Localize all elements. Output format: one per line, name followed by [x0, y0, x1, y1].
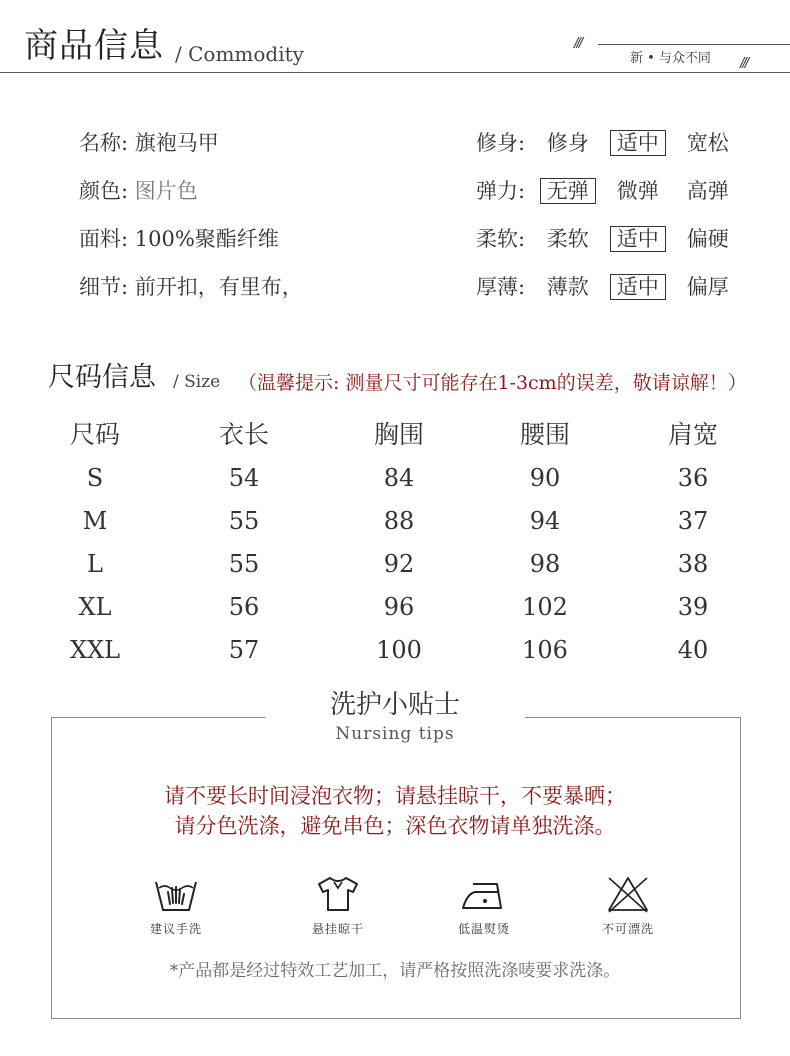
attr-name-label: 名称:: [79, 131, 129, 155]
table-cell: 90: [529, 464, 561, 492]
rating-elasticity-label: 弹力:: [476, 179, 526, 203]
attr-detail: [79, 273, 303, 301]
table-cell: 38: [677, 550, 709, 578]
care-footer-note: *产品都是经过特效工艺加工，请严格按照洗涤唛要求洗涤。: [169, 961, 621, 981]
table-cell: 57: [228, 636, 260, 664]
low-iron-icon: [459, 874, 509, 914]
table-cell: 54: [228, 464, 260, 492]
attr-name: [79, 129, 219, 157]
table-cell: L: [87, 550, 103, 578]
rating-softness: [476, 225, 750, 253]
rating-elasticity-option-1: 无弹: [540, 178, 596, 204]
rating-thickness: [476, 273, 750, 301]
table-header: 衣长: [218, 420, 269, 449]
no-bleach-label: 不可漂洗: [601, 922, 654, 936]
rating-fit-option-2: 适中: [610, 130, 666, 156]
table-cell: 84: [383, 464, 415, 492]
section-subtitle-commodity: / Commodity: [175, 42, 304, 66]
low-iron-label: 低温熨烫: [457, 922, 510, 936]
table-cell: 55: [228, 507, 260, 535]
rating-elasticity-option-3: 高弹: [686, 179, 729, 203]
table-header: 肩宽: [667, 420, 718, 449]
hand-wash-icon: [153, 874, 199, 914]
table-cell: 37: [677, 507, 709, 535]
attr-detail-value: 前开扣，有里布，: [134, 275, 303, 299]
table-cell: 96: [383, 593, 415, 621]
rating-elasticity: [476, 177, 750, 205]
care-message-1: 请不要长时间浸泡衣物；请悬挂晾干，不要暴晒；: [164, 784, 626, 808]
header-divider: [0, 72, 790, 73]
header-right-divider: [598, 44, 790, 45]
rating-softness-option-2: 适中: [610, 226, 666, 252]
hang-dry-label: 悬挂晾干: [311, 922, 364, 936]
table-cell: 92: [383, 550, 415, 578]
care-title: 洗护小贴士: [329, 690, 460, 720]
attr-color: [79, 177, 198, 205]
table-cell: 88: [383, 507, 415, 535]
table-cell: 36: [677, 464, 709, 492]
attr-color-label: 颜色:: [79, 179, 129, 203]
rating-softness-option-1: 柔软: [546, 227, 589, 251]
care-icon-item: [568, 874, 688, 937]
table-cell: XXL: [69, 636, 121, 664]
rating-softness-label: 柔软:: [476, 227, 526, 251]
attr-detail-label: 细节:: [79, 275, 129, 299]
table-cell: 39: [677, 593, 709, 621]
rating-thickness-option-3: 偏厚: [686, 275, 729, 299]
rating-fit-option-3: 宽松: [686, 131, 729, 155]
attr-fabric-label: 面料:: [79, 227, 129, 251]
table-header: 尺码: [69, 420, 120, 449]
table-cell: XL: [78, 593, 112, 621]
care-message-2: 请分色洗涤，避免串色；深色衣物请单独洗涤。: [174, 814, 616, 838]
care-subtitle: Nursing tips: [335, 724, 455, 744]
care-icon-item: [116, 874, 236, 937]
table-cell: 106: [522, 636, 568, 664]
rating-thickness-option-1: 薄款: [546, 275, 589, 299]
table-cell: 40: [677, 636, 709, 664]
size-note: （温馨提示: 测量尺寸可能存在1-3cm的误差，敬请谅解！）: [238, 372, 747, 394]
rating-fit: [476, 129, 750, 157]
slashes-left: ///: [574, 36, 582, 51]
care-icon-item: [278, 874, 398, 937]
table-header: 腰围: [519, 420, 570, 449]
rating-thickness-label: 厚薄:: [476, 275, 526, 299]
rating-softness-option-3: 偏硬: [686, 227, 729, 251]
table-cell: 98: [529, 550, 561, 578]
slashes-right: ///: [740, 56, 748, 71]
attr-fabric-value: 100%聚酯纤维: [134, 227, 279, 251]
table-cell: M: [82, 507, 108, 535]
section-title-size: 尺码信息: [48, 362, 156, 393]
table-cell: 94: [529, 507, 561, 535]
attr-color-value: 图片色: [134, 179, 198, 203]
section-title-commodity: 商品信息: [24, 26, 164, 66]
rating-fit-label: 修身:: [476, 131, 526, 155]
rating-thickness-option-2: 适中: [610, 274, 666, 300]
rating-fit-option-1: 修身: [546, 131, 589, 155]
hand-wash-label: 建议手洗: [149, 922, 202, 936]
attr-name-value: 旗袍马甲: [134, 131, 219, 155]
table-cell: 56: [228, 593, 260, 621]
attr-fabric: [79, 225, 279, 253]
header-tagline: 新 • 与众不同: [630, 51, 711, 66]
table-cell: S: [86, 464, 104, 492]
table-cell: 102: [522, 593, 568, 621]
table-cell: 55: [228, 550, 260, 578]
care-icon-item: [424, 874, 544, 937]
table-header: 胸围: [373, 420, 424, 449]
section-subtitle-size: / Size: [173, 372, 221, 392]
table-cell: 100: [376, 636, 422, 664]
rating-elasticity-option-2: 微弹: [616, 179, 659, 203]
no-bleach-icon: [605, 874, 651, 914]
hang-dry-icon: [315, 874, 361, 914]
